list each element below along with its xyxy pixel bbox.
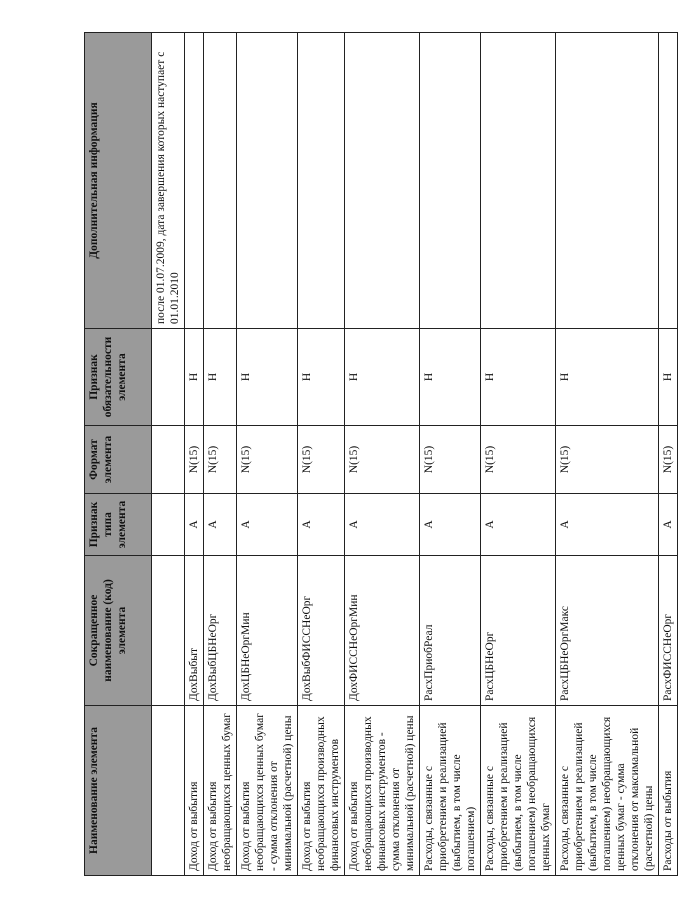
cell-format: N(15) xyxy=(659,426,678,494)
cell-type: А xyxy=(345,494,420,556)
cell-required: Н xyxy=(237,329,298,426)
cell-name: Доход от выбытия необращающихся производных финансовых инструментов - сумма отклонения от минимальной (расчетной) цены xyxy=(345,706,420,876)
cell-required: Н xyxy=(204,329,237,426)
cell-required: Н xyxy=(481,329,556,426)
cell-required: Н xyxy=(420,329,481,426)
cell-name: Расходы, связанные с приобретением и реализацией (выбытием, в том числе погашением) xyxy=(420,706,481,876)
cell-format: N(15) xyxy=(345,426,420,494)
cell-code: ДохВыбыт xyxy=(185,556,204,706)
cell-name: Доход от выбытия необращающихся ценных бумаг - сумма отклонения от минимальной (расчетной) цены xyxy=(237,706,298,876)
table-row xyxy=(481,33,556,876)
cell-name: Доход от выбытия необращающихся ценных бумаг xyxy=(204,706,237,876)
cell-type: А xyxy=(185,494,204,556)
cell-code: ДохЦБНеОргМин xyxy=(237,556,298,706)
table-row xyxy=(185,33,204,876)
cell-format: N(15) xyxy=(237,426,298,494)
cell-name: Расходы, связанные с приобретением и реализацией (выбытием, в том числе погашением) необращающихся ценных бумаг xyxy=(481,706,556,876)
table-row xyxy=(152,33,185,876)
cell-info: после 01.07.2009, дата завершения которых наступает с 01.01.2010 xyxy=(152,33,185,329)
cell-info xyxy=(481,33,556,329)
cell-info xyxy=(185,33,204,329)
table-row xyxy=(345,33,420,876)
cell-info xyxy=(345,33,420,329)
cell-format: N(15) xyxy=(556,426,659,494)
cell-type xyxy=(152,494,185,556)
cell-code xyxy=(152,556,185,706)
cell-format: N(15) xyxy=(420,426,481,494)
table-row xyxy=(420,33,481,876)
table-row xyxy=(237,33,298,876)
table-row xyxy=(556,33,659,876)
cell-code: РасхПриобРеал xyxy=(420,556,481,706)
cell-info xyxy=(237,33,298,329)
cell-required: Н xyxy=(556,329,659,426)
cell-type: А xyxy=(481,494,556,556)
table-row xyxy=(659,33,678,876)
elements-table xyxy=(84,32,678,876)
cell-code: РасхЦБНеОрг xyxy=(481,556,556,706)
cell-name: Расходы от выбытия xyxy=(659,706,678,876)
cell-name: Расходы, связанные с приобретением и реализацией (выбытием, в том числе погашением) необращающихся ценных бумаг - сумма отклонения от максимальной (расчетной) цены xyxy=(556,706,659,876)
header-code: Сокращенное наименование (код) элемента xyxy=(85,556,152,706)
cell-format: N(15) xyxy=(185,426,204,494)
header-format: Формат элемента xyxy=(85,426,152,494)
cell-type: А xyxy=(556,494,659,556)
header-required: Признак обязательности элемента xyxy=(85,329,152,426)
cell-code: ДохВыбЦБНеОрг xyxy=(204,556,237,706)
cell-required: Н xyxy=(185,329,204,426)
cell-code: ДохВыбФИССНеОрг xyxy=(298,556,345,706)
cell-info xyxy=(298,33,345,329)
cell-type: А xyxy=(420,494,481,556)
cell-info xyxy=(556,33,659,329)
cell-format: N(15) xyxy=(204,426,237,494)
cell-format: N(15) xyxy=(298,426,345,494)
header-name: Наименование элемента xyxy=(85,706,152,876)
cell-type: А xyxy=(204,494,237,556)
cell-code: РасхЦБНеОргМакс xyxy=(556,556,659,706)
cell-name: Доход от выбытия xyxy=(185,706,204,876)
cell-code: РасхФИССНеОрг xyxy=(659,556,678,706)
header-info: Дополнительная информация xyxy=(85,33,152,329)
table-header-row xyxy=(85,33,152,876)
cell-format: N(15) xyxy=(481,426,556,494)
rotated-table-container xyxy=(84,33,674,876)
cell-type: А xyxy=(298,494,345,556)
cell-format xyxy=(152,426,185,494)
cell-type: А xyxy=(659,494,678,556)
cell-required: Н xyxy=(298,329,345,426)
cell-required: Н xyxy=(345,329,420,426)
header-type: Признак типа элемента xyxy=(85,494,152,556)
cell-info xyxy=(420,33,481,329)
cell-info xyxy=(659,33,678,329)
cell-name xyxy=(152,706,185,876)
cell-required xyxy=(152,329,185,426)
table-row xyxy=(204,33,237,876)
cell-name: Доход от выбытия необращающихся производных финансовых инструментов xyxy=(298,706,345,876)
cell-info xyxy=(204,33,237,329)
table-row xyxy=(298,33,345,876)
cell-required: Н xyxy=(659,329,678,426)
cell-type: А xyxy=(237,494,298,556)
cell-code: ДохФИССНеОргМин xyxy=(345,556,420,706)
